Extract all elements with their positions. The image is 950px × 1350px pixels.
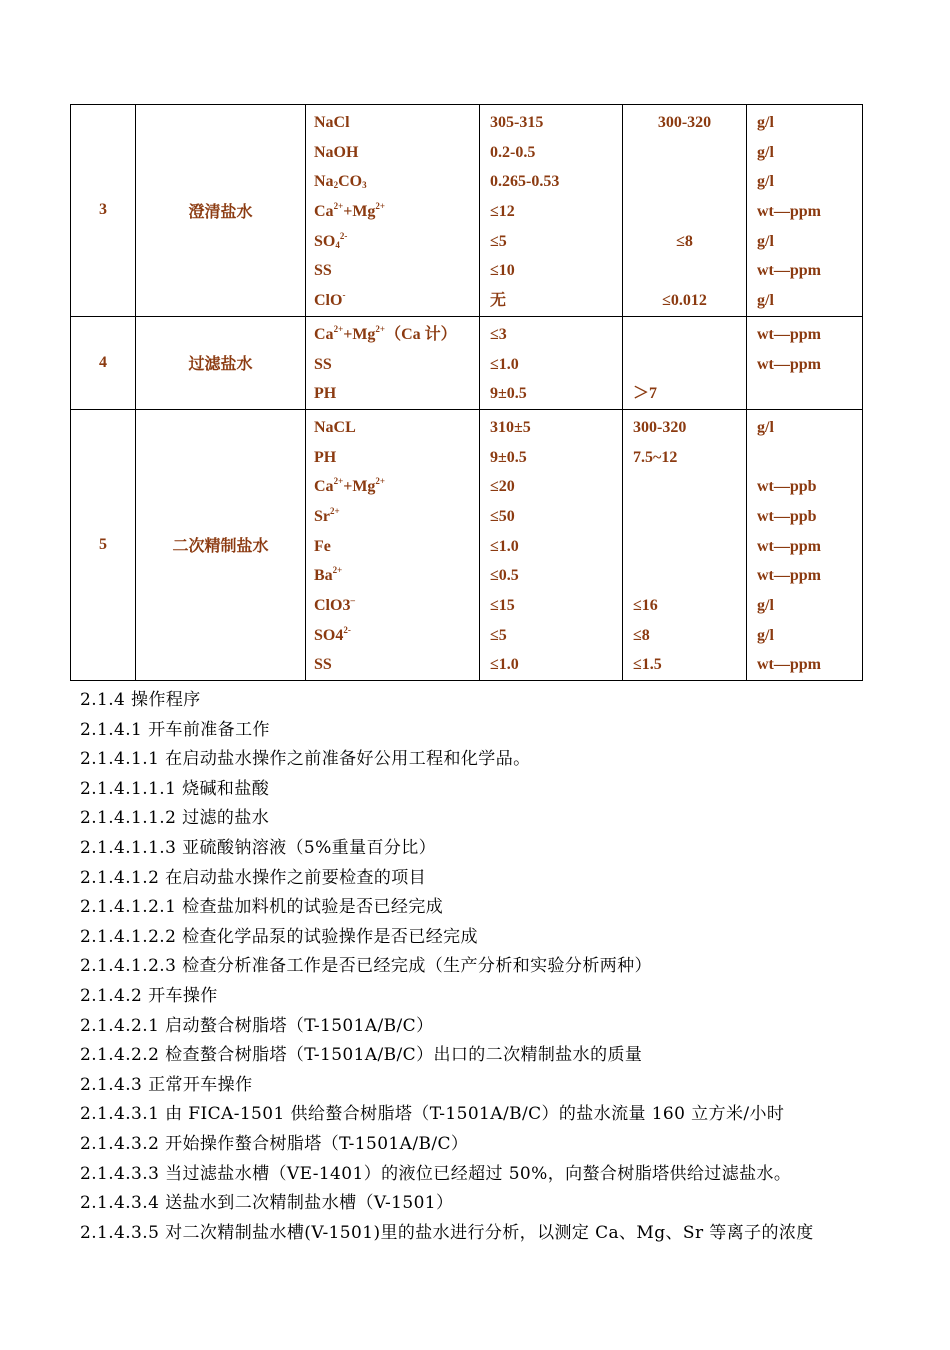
- item-unit: g/l: [757, 173, 774, 191]
- item-unit: wt—ppm: [757, 537, 822, 555]
- item-name: [314, 591, 479, 621]
- procedure-line: 2.1.4.2.1 启动螯合树脂塔（T-1501A/B/C）: [80, 1015, 434, 1036]
- item-unit: [757, 443, 862, 473]
- unit-column: [747, 316, 863, 409]
- item-value: ≤10: [490, 262, 515, 280]
- item-standard: [633, 502, 746, 532]
- item-superscript: –: [350, 595, 355, 605]
- item-unit: g/l: [757, 418, 774, 436]
- item-base: Ba: [314, 567, 333, 585]
- item-base: Ca: [314, 478, 334, 496]
- item-mid: CO: [338, 173, 363, 191]
- item-superscript: 2+: [330, 505, 340, 516]
- item-standard: [623, 197, 746, 227]
- item-base: Ca: [314, 325, 334, 343]
- item-value: 9±0.5: [490, 385, 527, 403]
- item-superscript: 2-: [343, 624, 351, 635]
- procedure-line: 2.1.4.3.5 对二次精制盐水槽(V-1501)里的盐水进行分析，以测定 Ca、Mg、Sr 等离子的浓度: [80, 1222, 814, 1243]
- item-name: [314, 502, 479, 532]
- item-value: ≤20: [490, 478, 515, 496]
- item-unit: [757, 379, 862, 409]
- item-unit: wt—ppb: [757, 507, 817, 525]
- item-unit: g/l: [757, 626, 774, 644]
- item-base: SS: [314, 262, 332, 280]
- item-subscript: 2: [333, 180, 339, 191]
- item-name: [314, 621, 479, 651]
- item-standard: 7.5~12: [633, 448, 678, 466]
- brine-type: 澄清盐水: [136, 105, 306, 317]
- procedure-line: 2.1.4.3.3 当过滤盐水槽（VE-1401）的液位已经超过 50%，向螯合树脂塔供给过滤盐水。: [80, 1163, 792, 1184]
- row-number: 4: [71, 316, 136, 409]
- item-base: ClO: [314, 292, 343, 310]
- item-value: 0.2-0.5: [490, 143, 536, 161]
- item-superscript: 2+: [332, 565, 343, 576]
- item-name: [314, 472, 479, 502]
- item-value: 0.265-0.53: [490, 173, 560, 191]
- item-unit: wt—ppm: [757, 656, 822, 674]
- item-mid: +Mg: [343, 325, 376, 343]
- item-standard: [633, 561, 746, 591]
- item-mid: +Mg: [343, 478, 376, 496]
- item-value: ≤3: [490, 325, 507, 343]
- item-name: [314, 350, 479, 380]
- item-standard: [633, 320, 746, 350]
- item-standard: ≤0.012: [662, 292, 707, 310]
- item-standard: [633, 472, 746, 502]
- brine-type: 过滤盐水: [136, 316, 306, 409]
- value-column: [480, 105, 623, 317]
- item-mid: +Mg: [343, 203, 376, 221]
- procedure-line: 2.1.4.1.2 在启动盐水操作之前要检查的项目: [80, 867, 427, 888]
- item-standard: ≤16: [633, 597, 658, 614]
- item-superscript: 2+: [333, 201, 344, 212]
- item-superscript: 2+: [375, 323, 386, 334]
- item-column: [306, 316, 480, 409]
- standard-column: [623, 105, 747, 317]
- item-superscript: 2-: [339, 230, 348, 241]
- procedure-line: 2.1.4.1 开车前准备工作: [80, 719, 270, 740]
- item-base: Na: [314, 173, 334, 191]
- item-name: [314, 256, 479, 286]
- item-base: Sr: [314, 507, 330, 525]
- procedure-line: 2.1.4.3 正常开车操作: [80, 1074, 253, 1095]
- procedure-line: 2.1.4.3.4 送盐水到二次精制盐水槽（V-1501）: [80, 1193, 454, 1214]
- item-value: ≤5: [490, 232, 507, 250]
- row-number: 3: [71, 105, 136, 317]
- standard-column: [623, 409, 747, 680]
- item-base: SS: [314, 355, 332, 373]
- item-unit: wt—ppb: [757, 478, 817, 496]
- procedure-line: 2.1.4.1.1.1 烧碱和盐酸: [80, 778, 270, 799]
- item-base: PH: [314, 448, 337, 466]
- item-standard: ＞7: [633, 385, 658, 403]
- procedure-line: 2.1.4.1.1 在启动盐水操作之前准备好公用工程和化学品。: [80, 749, 531, 770]
- item-standard: ≤8: [633, 626, 650, 644]
- item-unit: wt—ppm: [757, 203, 822, 221]
- brine-spec-table: [70, 104, 863, 681]
- item-unit: g/l: [757, 232, 774, 250]
- item-superscript: 2+: [375, 201, 386, 212]
- table-row: [71, 409, 863, 680]
- procedure-line: 2.1.4.1.1.2 过滤的盐水: [80, 808, 270, 829]
- item-unit: wt—ppm: [757, 262, 822, 280]
- item-base: NaCL: [314, 418, 356, 436]
- item-standard: [633, 532, 746, 562]
- item-superscript: 2+: [333, 476, 344, 487]
- item-value: ≤50: [490, 507, 515, 525]
- procedure-line: 2.1.4 操作程序: [80, 690, 201, 710]
- item-unit: g/l: [757, 114, 774, 131]
- item-tail: （Ca 计）: [385, 325, 457, 343]
- item-name: [314, 650, 479, 680]
- item-name: [314, 227, 479, 257]
- item-standard: ≤8: [676, 232, 693, 250]
- procedure-line: 2.1.4.2 开车操作: [80, 985, 218, 1006]
- item-standard: ≤1.5: [633, 656, 662, 674]
- item-base: Fe: [314, 537, 331, 555]
- table-row: [71, 316, 863, 409]
- item-unit: g/l: [757, 143, 774, 161]
- item-unit: wt—ppm: [757, 325, 822, 343]
- item-superscript: -: [342, 290, 346, 301]
- item-standard: [623, 256, 746, 286]
- item-base: NaOH: [314, 143, 359, 161]
- item-unit: g/l: [757, 292, 774, 310]
- item-value: 无: [490, 292, 507, 310]
- row-number: 5: [71, 409, 136, 680]
- item-base: NaCl: [314, 114, 350, 131]
- item-standard: [633, 350, 746, 380]
- item-name: [314, 167, 479, 197]
- item-name: [314, 413, 479, 443]
- item-name: [314, 197, 479, 227]
- item-value: 310±5: [490, 418, 531, 436]
- value-column: [480, 316, 623, 409]
- item-value: ≤0.5: [490, 567, 519, 585]
- item-name: [314, 138, 479, 168]
- item-standard: 300-320: [633, 418, 687, 436]
- item-name: [314, 108, 479, 138]
- item-standard: 300-320: [657, 114, 712, 131]
- item-standard: [623, 138, 746, 168]
- standard-column: [623, 316, 747, 409]
- item-name: [314, 561, 479, 591]
- item-value: ≤15: [490, 597, 515, 614]
- item-value: 305-315: [490, 114, 544, 131]
- item-name: [314, 286, 479, 316]
- item-name: [314, 443, 479, 473]
- procedure-line: 2.1.4.1.2.2 检查化学品泵的试验操作是否已经完成: [80, 926, 478, 947]
- procedure-line: 2.1.4.1.2.1 检查盐加料机的试验是否已经完成: [80, 897, 444, 918]
- item-base: SO4: [314, 626, 344, 644]
- item-value: ≤5: [490, 626, 507, 644]
- item-column: [306, 409, 480, 680]
- item-value: ≤1.0: [490, 656, 519, 674]
- value-column: [480, 409, 623, 680]
- item-base: PH: [314, 385, 337, 403]
- unit-column: [747, 409, 863, 680]
- item-column: [306, 105, 480, 317]
- item-subscript: 3: [362, 180, 367, 191]
- unit-column: [747, 105, 863, 317]
- procedure-text: [80, 686, 814, 1248]
- item-superscript: 2+: [333, 323, 344, 334]
- item-unit: wt—ppm: [757, 355, 822, 373]
- item-value: ≤1.0: [490, 537, 519, 555]
- item-value: ≤1.0: [490, 355, 519, 373]
- item-subscript: 4: [335, 239, 340, 250]
- item-base: ClO3: [314, 597, 351, 614]
- item-name: [314, 532, 479, 562]
- item-value: 9±0.5: [490, 448, 527, 466]
- procedure-line: 2.1.4.2.2 检查螯合树脂塔（T-1501A/B/C）出口的二次精制盐水的质量: [80, 1045, 643, 1066]
- procedure-line: 2.1.4.3.1 由 FICA-1501 供给螯合树脂塔（T-1501A/B/C）的盐水流量 160 立方米/小时: [80, 1104, 785, 1125]
- procedure-line: 2.1.4.3.2 开始操作螯合树脂塔（T-1501A/B/C）: [80, 1133, 469, 1154]
- item-name: [314, 379, 479, 409]
- procedure-line: 2.1.4.1.2.3 检查分析准备工作是否已经完成（生产分析和实验分析两种）: [80, 956, 652, 977]
- table-row: [71, 105, 863, 317]
- item-value: ≤12: [490, 203, 515, 221]
- brine-type: 二次精制盐水: [136, 409, 306, 680]
- item-unit: g/l: [757, 597, 774, 614]
- item-standard: [623, 167, 746, 197]
- procedure-line: 2.1.4.1.1.3 亚硫酸钠溶液（5%重量百分比）: [80, 837, 437, 858]
- item-superscript: 2+: [375, 476, 386, 487]
- item-base: SS: [314, 656, 332, 674]
- item-name: [314, 320, 479, 350]
- item-unit: wt—ppm: [757, 567, 822, 585]
- item-base: SO: [314, 232, 336, 250]
- item-base: Ca: [314, 203, 334, 221]
